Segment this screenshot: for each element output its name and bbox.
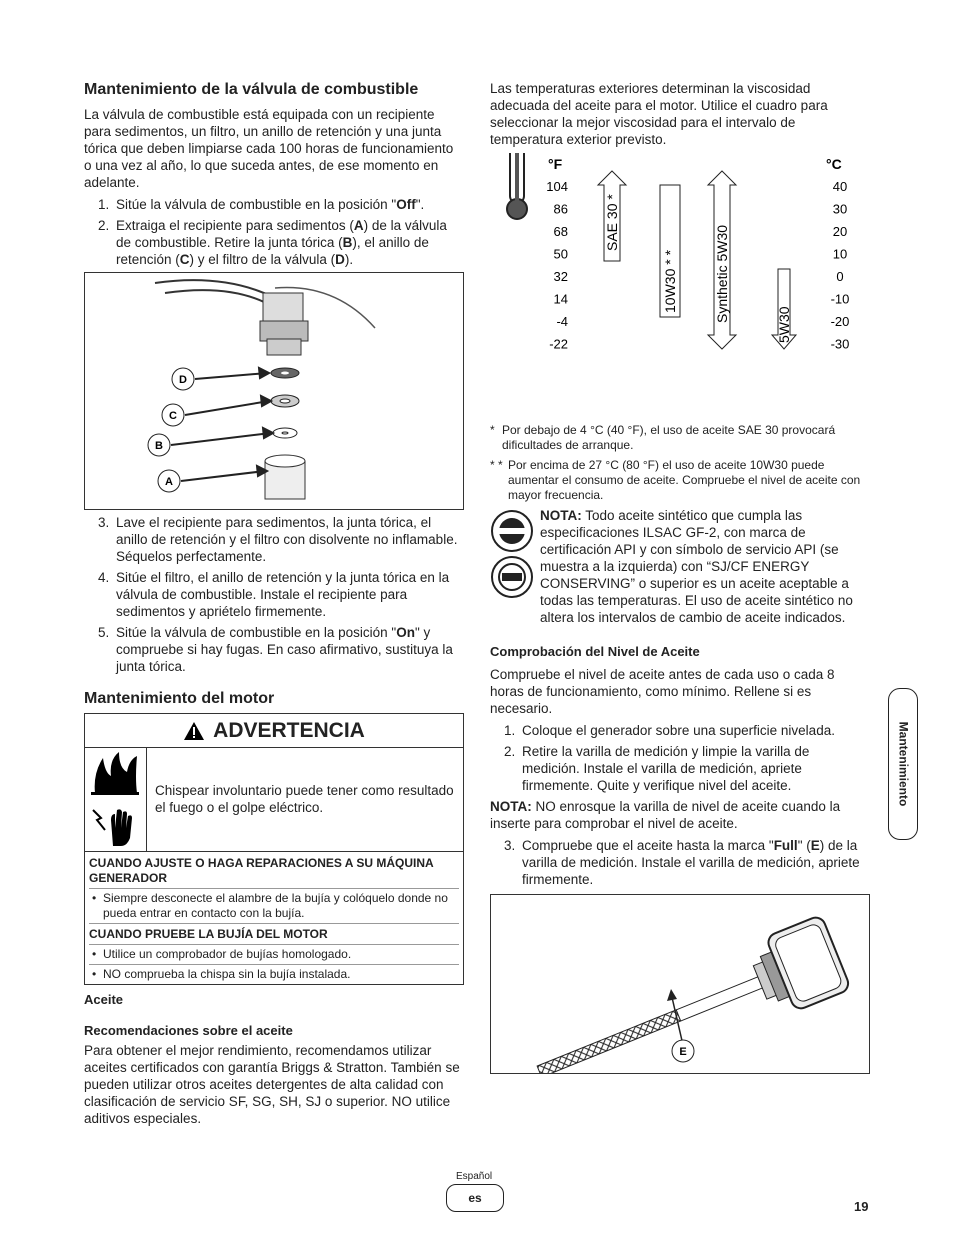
tick-label-f: -4 [556, 314, 568, 329]
oil-synthetic-5w30: Synthetic 5W30 [714, 224, 730, 323]
check-step-3: 3. Compruebe que el aceite hasta la marca "Full" (E) de la varilla de medición. Instale el varilla de medición, apriete firmemente. [504, 838, 860, 887]
check-oil-heading: Comprobación del Nivel de Aceite [490, 644, 700, 659]
check-oil-steps-b [490, 837, 870, 888]
thermometer-icon [507, 153, 527, 219]
tick-label-c: 40 [832, 179, 848, 194]
viscosity-intro: Las temperaturas exteriores determinan la viscosidad adecuada del aceite para el motor. Utilice el cuadro para seleccionar la mejor viscosidad para el intervalo de temperatura exterior previsto. [490, 81, 828, 147]
tick-label-f: 68 [553, 224, 568, 239]
fuel-valve-illustration [85, 273, 463, 509]
api-symbol-icon [490, 509, 534, 601]
dipstick-note: NOTA: NO enrosque la varilla de nivel de aceite cuando la inserte para comprobar el nivel de aceite. [490, 799, 841, 831]
fuel-valve-heading: Mantenimiento de la válvula de combustible [84, 81, 419, 98]
section-side-tab: Mantenimiento [888, 688, 918, 840]
warning-title: ADVERTENCIA [85, 714, 463, 748]
synthetic-note [490, 507, 870, 631]
fig-label-b: B [155, 440, 163, 452]
warning-triangle-icon [183, 721, 205, 741]
warning-box [84, 713, 464, 985]
warning-text: Chispear involuntario puede tener como resultado el fuego o el golpe eléctrico. [155, 783, 454, 815]
fuel-valve-intro: La válvula de combustible está equipada con un recipiente para sedimentos, un filtro, un anillo de retención y una junta tórica que deben limpiarse cada 100 horas de funcionamiento o una vez al año, lo que suceda antes, de ese momento en adelante. [84, 107, 454, 190]
language-badge: es [446, 1184, 504, 1212]
warning-item: • Siempre desconecte el alambre de la bujía y colóquelo donde no pueda entrar en contacto con la bujía. [89, 888, 459, 921]
step-2: 2. Extraiga el recipiente para sedimentos (A) de la válvula de combustible. Retire la junta tórica (B), el anillo de retención (C) y el filtro de la válvula (D). [98, 218, 447, 267]
tick-label-c: -30 [830, 336, 850, 352]
fig-label-a: A [165, 476, 173, 488]
tick-label-c: -10 [830, 291, 850, 307]
tick-label-f: 32 [553, 269, 568, 284]
oil-recommendations-heading: Recomendaciones sobre el aceite [84, 1023, 293, 1038]
warning-section-1: CUANDO AJUSTE O HAGA REPARACIONES A SU MÁQUINA GENERADOR • Siempre desconecte el alambre de la bujía y colóquelo donde no pueda entrar en contacto con la bujía. [85, 852, 463, 923]
check-oil-steps [490, 722, 870, 794]
tick-label-f: 14 [553, 291, 568, 307]
page-number: 19 [854, 1199, 869, 1214]
warning-icons [85, 748, 147, 851]
step-4: 4. Sitúe el filtro, el anillo de retención y la junta tórica en la válvula de combustible. Instale el recipiente para sedimentos y apriételo firmemente. [98, 570, 450, 619]
step-5: 5. Sitúe la válvula de combustible en la posición "On" y compruebe si hay fugas. En caso afirmativo, sustituya la junta tórica. [98, 625, 453, 674]
tick-label-f: 104 [546, 179, 568, 194]
tick-label-f: 86 [553, 201, 568, 217]
tick-label-c: 0 [836, 269, 844, 284]
viscosity-chart-svg [490, 153, 870, 365]
tick-label-f: 50 [553, 246, 568, 262]
left-column [84, 80, 464, 1132]
footnotes [490, 423, 870, 503]
tick-label-c: -20 [830, 314, 850, 329]
engine-heading: Mantenimiento del motor [84, 690, 275, 707]
unit-f: °F [548, 156, 563, 172]
tick-label-c: 10 [832, 246, 848, 262]
warning-item: • NO comprueba la chispa sin la bujía instalada. [89, 964, 459, 982]
footnote-2: * * Por encima de 27 °C (80 °F) el uso de aceite 10W30 puede aumentar el consumo de aceite. Compruebe el nivel de aceite con mayor frecuencia. [490, 458, 861, 502]
language-label: Español [456, 1171, 493, 1182]
check-oil-intro: Compruebe el nivel de aceite antes de cada uso o cada 8 horas de funcionamiento, como mínimo. Rellene si es necesario. [490, 667, 835, 716]
warning-section-2: CUANDO PRUEBE LA BUJÍA DEL MOTOR • Utilice un comprobador de bujías homologado. • NO comprueba la chispa sin la bujía instalada. [85, 923, 463, 984]
dipstick-illustration [491, 895, 869, 1073]
synthetic-note-text: NOTA: Todo aceite sintético que cumpla las especificaciones ILSAC GF-2, con marca de certificación API y con símbolo de servicio API (se muestra a la izquierda) con “SJ/CF ENERGY CONSERVING” o superior es un aceite aceptable a todas las temperaturas. El uso de aceite sintético no altera los intervalos de cambio de aceite indicados. [540, 508, 853, 625]
tick-label-f: -22 [549, 336, 568, 352]
unit-c: °C [826, 156, 842, 172]
fuel-valve-figure [84, 272, 464, 510]
fig-label-e: E [679, 1046, 687, 1058]
electric-shock-icon [93, 809, 132, 846]
fire-icon [85, 748, 145, 850]
viscosity-chart [490, 153, 870, 365]
footnote-1: * Por debajo de 4 °C (40 °F), el uso de aceite SAE 30 provocará dificultades de arranque. [490, 423, 836, 452]
right-column [490, 80, 870, 1074]
oil-recommendations-text: Para obtener el mejor rendimiento, recomendamos utilizar aceites certificados con garantía Briggs & Stratton. También se pueden utilizar otros aceites detergentes de alta calidad con clasificación de servicio SF, SG, SH, SJ o superior. NO utilice aditivos especiales. [84, 1043, 460, 1126]
oil-5w30: 5W30 [776, 306, 792, 343]
fig-label-c: C [169, 410, 177, 422]
fuel-valve-steps-a [84, 196, 464, 268]
fuel-valve-steps-b [84, 514, 464, 675]
tick-label-c: 20 [832, 224, 848, 239]
step-3: 3. Lave el recipiente para sedimentos, la junta tórica, el anillo de retención y el filtro con disolvente no inflamable. Séquelos perfectamente. [98, 515, 458, 564]
oil-heading: Aceite [84, 992, 124, 1007]
step-1: 1. Sitúe la válvula de combustible en la posición "Off". [98, 197, 425, 212]
tick-label-c: 30 [832, 201, 848, 217]
oil-10w30: 10W30 * * [662, 249, 678, 313]
warning-body [85, 748, 463, 852]
oil-sae30: SAE 30 * [604, 194, 620, 251]
check-step-2: 2. Retire la varilla de medición y limpie la varilla de medición. Instale el varilla de medición, apriete firmemente. Quite y verifique nivel del aceite. [504, 744, 810, 793]
warning-item: • Utilice un comprobador de bujías homologado. [89, 944, 459, 962]
check-step-1: 1. Coloque el generador sobre una superficie nivelada. [504, 723, 835, 738]
dipstick-figure [490, 894, 870, 1074]
fig-label-d: D [179, 374, 187, 386]
